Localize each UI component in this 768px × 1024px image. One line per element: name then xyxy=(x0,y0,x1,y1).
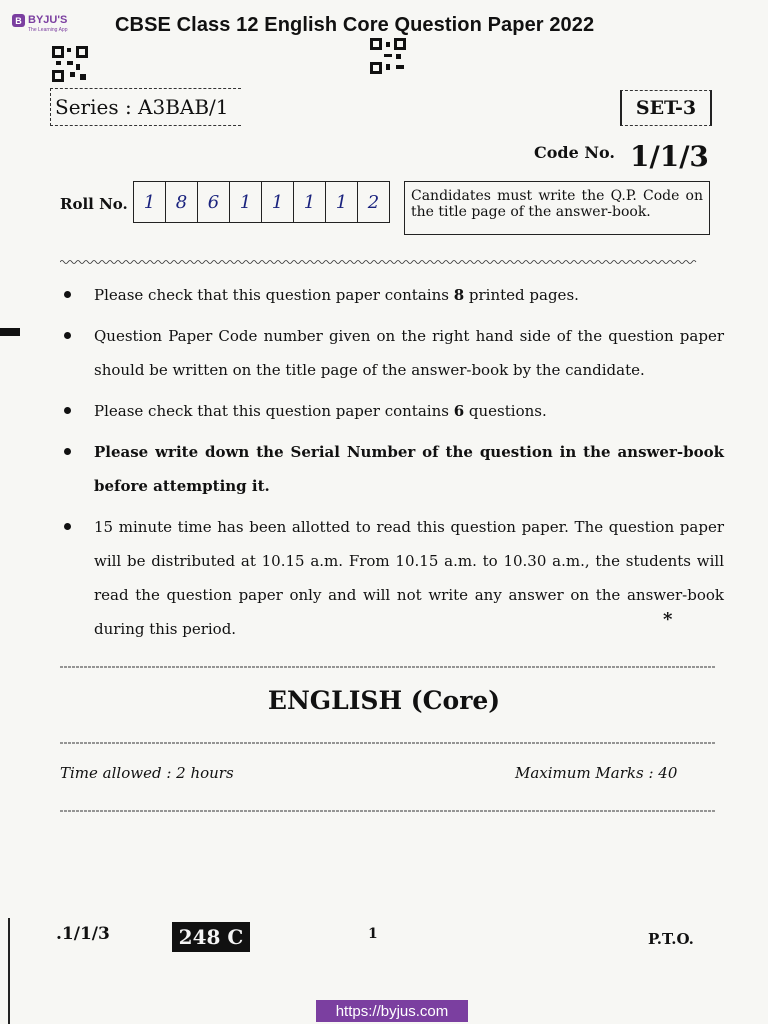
instruction-item: Question Paper Code number given on the right hand side of the question paper should be written on the title page of the answer-book by the candidate. xyxy=(64,319,724,387)
bullet-icon xyxy=(64,523,71,530)
page-number: 1 xyxy=(368,926,378,942)
margin-line xyxy=(8,918,10,1024)
roll-digit: 1 xyxy=(326,182,358,222)
roll-digit: 1 xyxy=(230,182,262,222)
code-value: 1/1/3 xyxy=(630,140,709,173)
roll-digit: 6 xyxy=(198,182,230,222)
wavy-divider xyxy=(60,740,716,746)
roll-digit: 1 xyxy=(294,182,326,222)
star-mark: * xyxy=(663,609,673,630)
bullet-icon xyxy=(64,291,71,298)
roll-digit: 1 xyxy=(134,182,166,222)
margin-mark xyxy=(0,328,20,336)
wavy-divider xyxy=(60,664,716,670)
subject-title: ENGLISH (Core) xyxy=(267,686,501,715)
byjus-logo-icon: B xyxy=(12,14,25,27)
wavy-divider xyxy=(60,259,716,265)
bullet-icon xyxy=(64,407,71,414)
time-allowed: Time allowed : 2 hours xyxy=(60,764,234,782)
instruction-item: 15 minute time has been allotted to read this question paper. The question paper will be distributed at 10.15 a.m. From 10.15 a.m. to 10.30 a.m., the students will read the question paper only and will not write any answer on the answer-book during this period. xyxy=(64,510,724,646)
roll-digit: 8 xyxy=(166,182,198,222)
code-label: Code No. xyxy=(534,143,615,162)
maximum-marks: Maximum Marks : 40 xyxy=(515,764,678,782)
bullet-icon xyxy=(64,448,71,455)
roll-digit: 2 xyxy=(367,191,380,213)
instructions-list xyxy=(64,278,724,653)
candidate-notice: Candidates must write the Q.P. Code on the title page of the answer-book. xyxy=(404,181,710,235)
brand-name: BYJU'S xyxy=(28,14,68,26)
byjus-logo xyxy=(12,8,67,33)
series-label: Series : A3BAB/1 xyxy=(50,88,241,126)
pto-label: P.T.O. xyxy=(648,930,694,948)
instruction-item: Please check that this question paper contains 6 questions. xyxy=(64,394,724,428)
bullet-icon xyxy=(64,332,71,339)
instruction-item: Please check that this question paper contains 8 printed pages. xyxy=(64,278,724,312)
qr-code-icon xyxy=(52,46,88,82)
roll-digit: 1 xyxy=(262,182,294,222)
roll-number-label: Roll No. xyxy=(60,195,128,213)
wavy-divider xyxy=(60,808,716,814)
footer-code: .1/1/3 xyxy=(56,924,110,944)
brand-tagline: The Learning App xyxy=(28,27,68,33)
page-title: CBSE Class 12 English Core Question Paper 2022 xyxy=(115,14,595,36)
set-label: SET-3 xyxy=(620,90,712,126)
footer-badge: 248 C xyxy=(172,922,250,952)
roll-number-boxes xyxy=(133,181,390,223)
qr-code-icon xyxy=(370,38,406,74)
byjus-url-link[interactable]: https://byjus.com xyxy=(316,1000,468,1022)
instruction-item: Please write down the Serial Number of the question in the answer-book before attempting it. xyxy=(64,435,724,503)
